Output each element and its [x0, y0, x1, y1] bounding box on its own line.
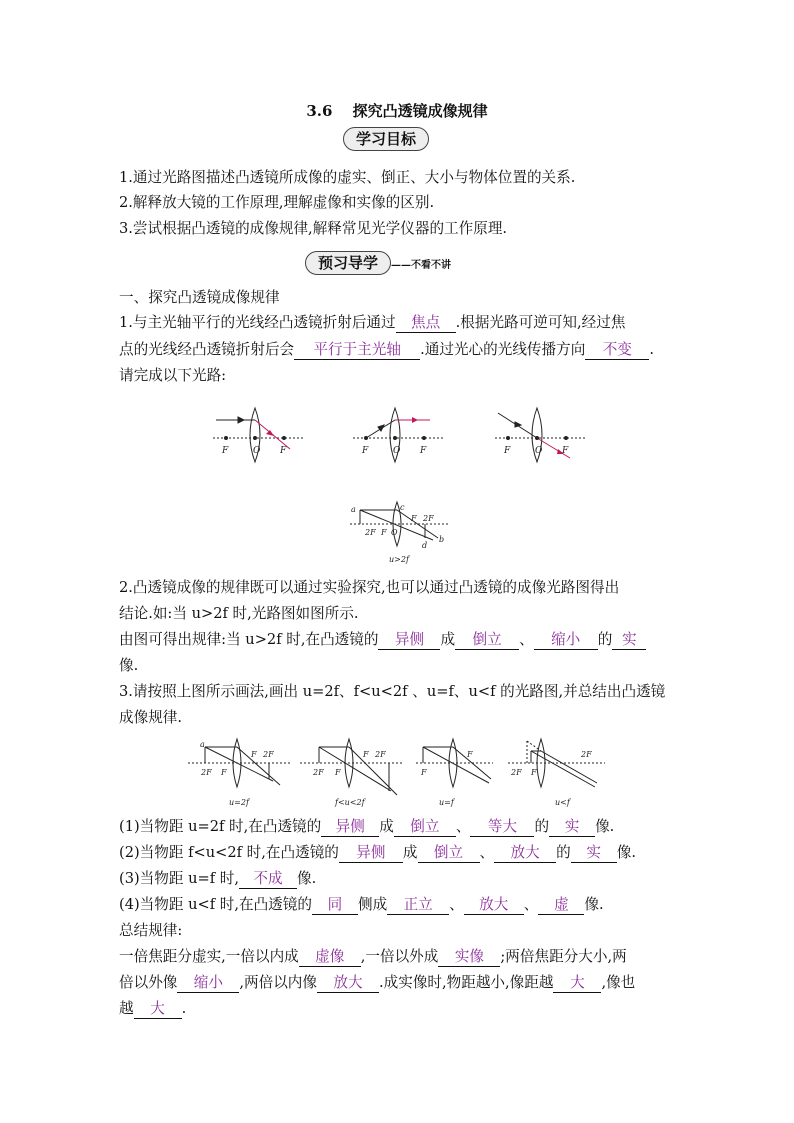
text: (3)当物距 u=f 时,: [119, 870, 239, 887]
answer-blank: 倒立: [455, 631, 519, 650]
banner-sub: ——不看不讲: [391, 260, 452, 271]
answer-blank: 不成: [239, 870, 297, 889]
q1-line1: [119, 313, 625, 333]
answer-blank: 等大: [470, 818, 534, 837]
label-F: F: [362, 446, 369, 456]
answer-blank: 焦点: [396, 314, 456, 333]
answer-blank: 同: [312, 896, 358, 915]
label-F: F: [562, 446, 569, 456]
q3-line1: 3.请按照上图所示画法,画出 u=2f、f<u<2f 、u=f、u<f 的光路图,并总结出凸透镜: [119, 683, 666, 700]
page-title: 3.6 探究凸透镜成像规律: [306, 102, 488, 120]
text: 的: [534, 818, 550, 835]
text: 越: [119, 1000, 134, 1017]
summary-line3: [119, 999, 186, 1019]
text: 一倍焦距分虚实,一倍以内成: [119, 948, 299, 965]
label-2F: 2F: [263, 750, 274, 759]
text: 倍以外像: [119, 974, 178, 991]
label-2F: 2F: [375, 750, 386, 759]
text: .: [181, 1000, 187, 1017]
diagram-labels: [221, 446, 569, 456]
answer-blank: 缩小: [534, 631, 598, 650]
diagram-f-less-u-less-2f: [300, 739, 402, 795]
q2-line2: 结论.如:当 u>2f 时,光路图如图所示.: [119, 605, 359, 622]
text: (2)当物距 f<u<2f 时,在凸透镜的: [119, 844, 339, 861]
banner-label: 学习目标: [343, 127, 429, 151]
diagram-u-less-f: [508, 739, 605, 787]
text: .成实像时,物距越小,像距越: [379, 974, 554, 991]
answer-blank: 实: [612, 631, 646, 650]
label-F: F: [221, 768, 227, 777]
label-F: F: [222, 446, 229, 456]
answer-blank: 大: [553, 974, 601, 993]
label-2F: 2F: [581, 750, 592, 759]
text: .根据光路可逆可知,经过焦: [455, 314, 626, 331]
q2-line1: 2.凸透镜成像的规律既可以通过实验探究,也可以通过凸透镜的成像光路图得出: [119, 579, 620, 596]
ray-diagrams-row1: [208, 405, 588, 465]
text: 、: [523, 896, 539, 913]
item-1: [119, 817, 614, 837]
label-b: b: [439, 535, 445, 544]
text: 的: [597, 631, 613, 648]
label-condition: u>2f: [389, 555, 409, 564]
label-2F: 2F: [365, 528, 376, 537]
diagram-u-equal-f: [416, 739, 493, 787]
answer-blank: 放大: [317, 974, 379, 993]
banner-preview: [305, 251, 451, 275]
answer-blank: 异侧: [321, 818, 379, 837]
label-2F: 2F: [511, 768, 522, 777]
answer-blank: 正立: [387, 896, 449, 915]
answer-blank: 实: [571, 844, 617, 863]
text: 像.: [616, 844, 636, 861]
goal-3: 3.尝试根据凸透镜的成像规律,解释常见光学仪器的工作原理.: [119, 220, 508, 237]
diagram-u-greater-2f: [345, 500, 455, 568]
label-a: a: [351, 505, 356, 514]
answer-blank: 倒立: [418, 844, 480, 863]
text: .通过光心的光线传播方向: [420, 341, 586, 358]
text: 像.: [595, 818, 615, 835]
text: 由图可得出规律:当 u>2f 时,在凸透镜的: [119, 631, 379, 648]
text: 成: [440, 631, 456, 648]
diagrams-row2: [185, 735, 605, 810]
text: 侧成: [357, 896, 388, 913]
q2-line4: 像.: [119, 657, 139, 674]
item-3: [119, 869, 316, 889]
banner-learning-goals: [343, 127, 429, 151]
label-condition: u=2f: [229, 798, 249, 807]
summary-heading: 总结规律:: [119, 922, 183, 939]
label-condition: u<f: [555, 798, 570, 807]
text: 、: [455, 818, 471, 835]
label-O: O: [393, 446, 401, 456]
summary-line1: [119, 947, 627, 967]
answer-blank: 倒立: [394, 818, 456, 837]
answer-blank: 实: [549, 818, 595, 837]
label-a: a: [200, 740, 205, 749]
item-4: [119, 895, 604, 915]
q3-line2: 成像规律.: [119, 709, 183, 726]
label-O: O: [535, 446, 543, 456]
label-O: O: [253, 446, 261, 456]
answer-blank: 平行于主光轴: [294, 341, 420, 360]
label-F: F: [363, 750, 369, 759]
answer-blank: 异侧: [378, 631, 440, 650]
text: 的: [556, 844, 571, 861]
answer-blank: 不变: [585, 341, 649, 360]
item-2: [119, 843, 636, 863]
text: ,一倍以外成: [360, 948, 439, 965]
text: 1.与主光轴平行的光线经凸透镜折射后通过: [119, 314, 396, 331]
answer-blank: 大: [134, 1000, 182, 1019]
text: (1)当物距 u=2f 时,在凸透镜的: [119, 818, 322, 835]
section-heading: 一、探究凸透镜成像规律: [119, 289, 280, 306]
label-F: F: [335, 768, 341, 777]
goal-2: 2.解释放大镜的工作原理,理解虚像和实像的区别.: [119, 194, 435, 211]
answer-blank: 放大: [494, 844, 556, 863]
text: 、: [479, 844, 495, 861]
q2-line3: [119, 630, 646, 650]
label-F: F: [381, 528, 387, 537]
text: 、: [449, 896, 464, 913]
answer-blank: 异侧: [339, 844, 403, 863]
banner-label: 预习导学: [305, 251, 391, 275]
label-2F: 2F: [423, 514, 434, 523]
text: .: [649, 341, 654, 358]
summary-line2: [119, 973, 635, 993]
text: ;两倍焦距分大小,两: [500, 948, 627, 965]
text: 点的光线经凸透镜折射后会: [119, 341, 295, 358]
label-O: O: [391, 528, 398, 537]
text: 像.: [584, 896, 604, 913]
text: ,像也: [601, 974, 636, 991]
text: 成: [379, 818, 394, 835]
answer-blank: 实像: [438, 948, 500, 967]
label-condition: u=f: [439, 798, 454, 807]
label-F: F: [467, 750, 473, 759]
label-c: c: [400, 503, 405, 512]
label-2F: 2F: [201, 768, 212, 777]
label-F: F: [251, 750, 257, 759]
label-F: F: [411, 514, 417, 523]
q1-line3: 请完成以下光路:: [119, 367, 227, 384]
label-F: F: [420, 446, 427, 456]
goal-1: 1.通过光路图描述凸透镜所成像的虚实、倒正、大小与物体位置的关系.: [119, 169, 576, 186]
label-2F: 2F: [313, 768, 324, 777]
text: 像.: [297, 870, 317, 887]
label-F: F: [504, 446, 511, 456]
answer-blank: 虚像: [299, 948, 361, 967]
text: 、: [519, 631, 534, 648]
label-F: F: [531, 768, 537, 777]
label-condition: f<u<2f: [335, 798, 365, 807]
label-F: F: [280, 446, 287, 456]
q1-line2: [119, 340, 654, 360]
text: 成: [402, 844, 418, 861]
answer-blank: 缩小: [177, 974, 239, 993]
answer-blank: 虚: [538, 896, 584, 915]
text: ,两倍以内像: [239, 974, 317, 991]
answer-blank: 放大: [464, 896, 524, 915]
text: (4)当物距 u<f 时,在凸透镜的: [119, 896, 312, 913]
label-d: d: [422, 541, 428, 550]
label-F: F: [421, 768, 427, 777]
